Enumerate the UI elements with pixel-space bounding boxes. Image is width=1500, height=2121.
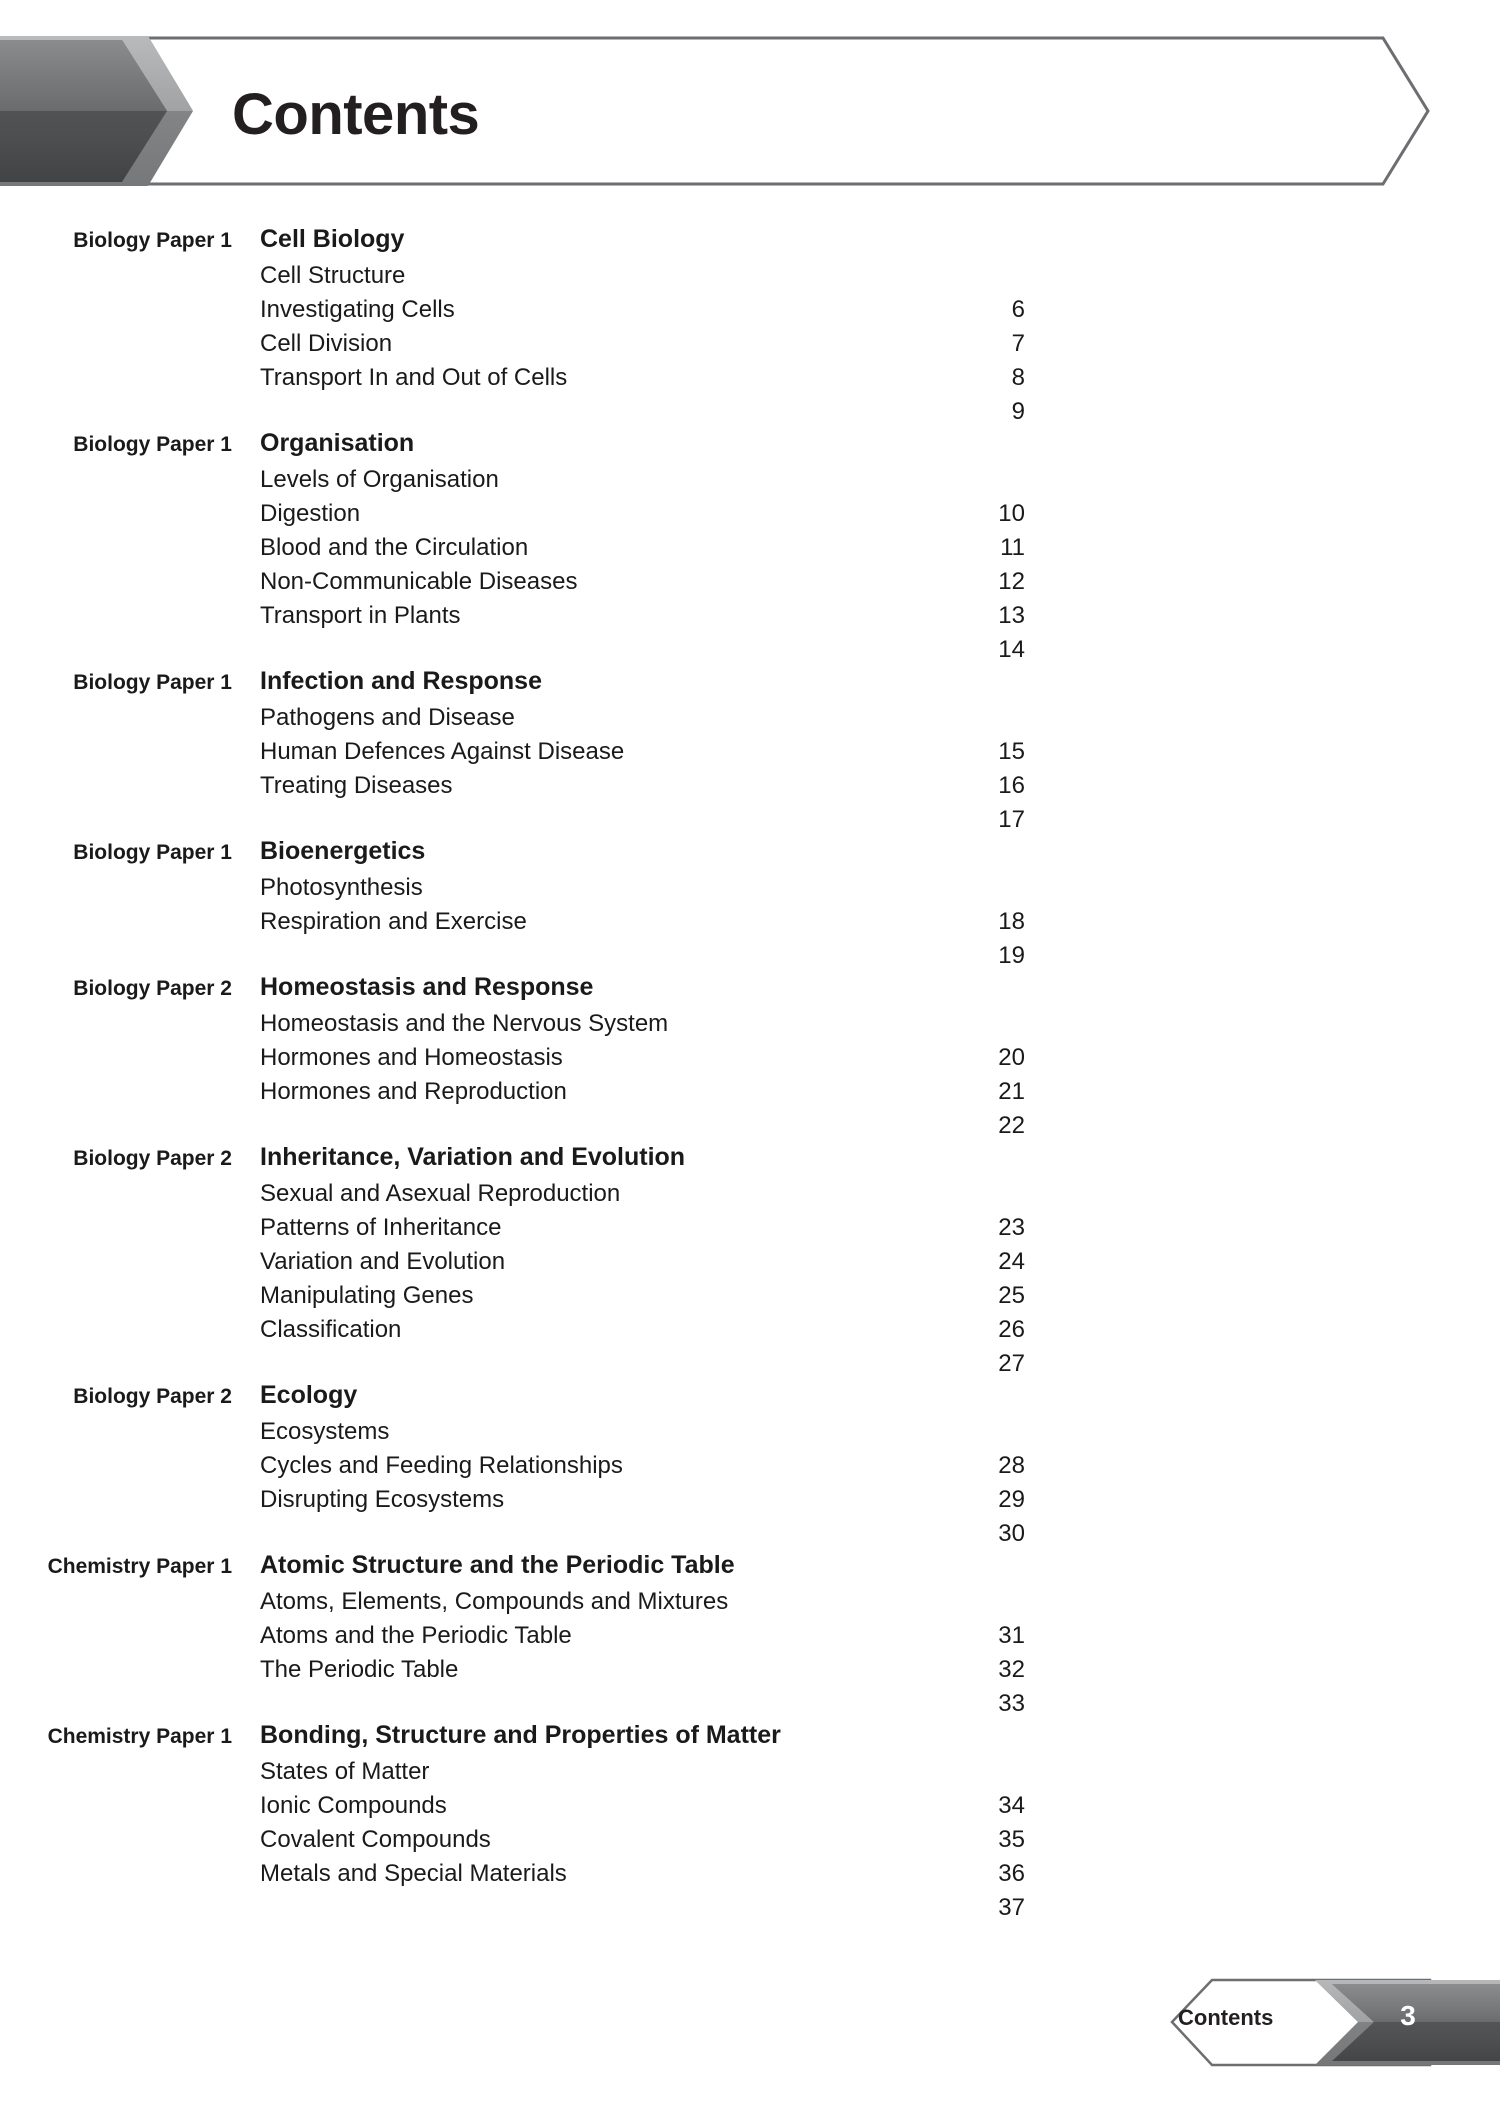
toc-entry-list bbox=[0, 1418, 1500, 1547]
toc-entry-row bbox=[0, 1214, 1500, 1248]
toc-section-header bbox=[0, 973, 1500, 1007]
toc-entry-row bbox=[0, 1248, 1500, 1282]
toc-entry-row bbox=[0, 908, 1500, 942]
toc-entry[interactable] bbox=[0, 364, 1500, 425]
toc-entry-title: Cycles and Feeding Relationships bbox=[260, 1452, 623, 1479]
toc-entry-title: Metals and Special Materials bbox=[260, 1860, 567, 1887]
toc-entry-row bbox=[0, 738, 1500, 772]
toc-entry-title: Atoms and the Periodic Table bbox=[260, 1622, 572, 1649]
paper-label: Biology Paper 1 bbox=[73, 433, 232, 456]
header-banner-graphic bbox=[0, 36, 1500, 186]
toc-section-header bbox=[0, 1381, 1500, 1415]
toc-entry-title: The Periodic Table bbox=[260, 1656, 459, 1683]
toc-entry-page-number: 24 bbox=[998, 1248, 1025, 1275]
section-title: Homeostasis and Response bbox=[260, 973, 594, 1001]
toc-entry-row bbox=[0, 1622, 1500, 1656]
toc-entry-page-number: 10 bbox=[998, 500, 1025, 527]
toc-section-header bbox=[0, 1143, 1500, 1177]
toc-entry-title: Pathogens and Disease bbox=[260, 704, 515, 731]
toc-entry-title: Treating Diseases bbox=[260, 772, 453, 799]
page-title: Contents bbox=[232, 82, 480, 147]
page-footer-tab bbox=[1130, 1955, 1500, 2090]
toc-entry-row bbox=[0, 1078, 1500, 1112]
toc-section-block bbox=[0, 225, 1500, 425]
toc-entry-row bbox=[0, 1418, 1500, 1452]
toc-entry-title: Levels of Organisation bbox=[260, 466, 499, 493]
toc-section-header bbox=[0, 667, 1500, 701]
section-title: Organisation bbox=[260, 429, 415, 457]
toc-section-block bbox=[0, 973, 1500, 1139]
toc-entry-page-number: 15 bbox=[998, 738, 1025, 765]
toc-entry-title: Ecosystems bbox=[260, 1418, 390, 1445]
toc-entry[interactable] bbox=[0, 1656, 1500, 1717]
toc-entry-title: Atoms, Elements, Compounds and Mixtures bbox=[260, 1588, 729, 1615]
toc-entry-page-number: 31 bbox=[998, 1622, 1025, 1649]
toc-section-header bbox=[0, 429, 1500, 463]
toc-entry-title: Disrupting Ecosystems bbox=[260, 1486, 505, 1513]
toc-entry-title: Patterns of Inheritance bbox=[260, 1214, 502, 1241]
paper-label: Biology Paper 1 bbox=[73, 671, 232, 694]
toc-entry[interactable] bbox=[0, 772, 1500, 833]
toc-entry-title: Transport in Plants bbox=[260, 602, 461, 629]
paper-label: Biology Paper 2 bbox=[73, 977, 232, 1000]
toc-entry-row bbox=[0, 364, 1500, 398]
toc-entry-title: Photosynthesis bbox=[260, 874, 423, 901]
toc-entry-row bbox=[0, 772, 1500, 806]
toc-entry-title: Variation and Evolution bbox=[260, 1248, 506, 1275]
paper-label: Biology Paper 2 bbox=[73, 1385, 232, 1408]
toc-entry-row bbox=[0, 466, 1500, 500]
section-title: Inheritance, Variation and Evolution bbox=[260, 1143, 686, 1171]
toc-section-header bbox=[0, 837, 1500, 871]
toc-entry-page-number: 17 bbox=[998, 806, 1025, 833]
toc-entry-page-number: 21 bbox=[998, 1078, 1025, 1105]
toc-entry-title: Respiration and Exercise bbox=[260, 908, 527, 935]
toc-entry-row bbox=[0, 1656, 1500, 1690]
toc-entry-row bbox=[0, 500, 1500, 534]
toc-entry-title: Classification bbox=[260, 1316, 402, 1343]
toc-entry-title: Covalent Compounds bbox=[260, 1826, 491, 1853]
toc-entry-page-number: 27 bbox=[998, 1350, 1025, 1377]
toc-section-block bbox=[0, 837, 1500, 969]
toc-entry[interactable] bbox=[0, 908, 1500, 969]
section-title: Ecology bbox=[260, 1381, 358, 1409]
toc-entry-title: Homeostasis and the Nervous System bbox=[260, 1010, 669, 1037]
toc-entry-list bbox=[0, 466, 1500, 663]
toc-entry-row bbox=[0, 1486, 1500, 1520]
toc-entry[interactable] bbox=[0, 1316, 1500, 1377]
toc-entry-row bbox=[0, 1282, 1500, 1316]
paper-label: Chemistry Paper 1 bbox=[47, 1725, 232, 1748]
toc-entry-list bbox=[0, 1180, 1500, 1377]
toc-entry-title: Transport In and Out of Cells bbox=[260, 364, 568, 391]
toc-entry-page-number: 13 bbox=[998, 602, 1025, 629]
toc-entry-title: States of Matter bbox=[260, 1758, 430, 1785]
toc-entry-page-number: 12 bbox=[998, 568, 1025, 595]
toc-entry-page-number: 9 bbox=[1011, 398, 1025, 425]
toc-entry-page-number: 14 bbox=[998, 636, 1025, 663]
toc-entry-row bbox=[0, 1044, 1500, 1078]
toc-entry-title: Sexual and Asexual Reproduction bbox=[260, 1180, 621, 1207]
toc-entry-page-number: 7 bbox=[1011, 330, 1025, 357]
section-title: Infection and Response bbox=[260, 667, 542, 695]
toc-entry-row bbox=[0, 296, 1500, 330]
toc-entry-row bbox=[0, 1758, 1500, 1792]
toc-entry-list bbox=[0, 1588, 1500, 1717]
toc-entry-list bbox=[0, 704, 1500, 833]
toc-entry[interactable] bbox=[0, 1486, 1500, 1547]
toc-entry-title: Non-Communicable Diseases bbox=[260, 568, 578, 595]
footer-section-label: Contents bbox=[1178, 2005, 1274, 2030]
toc-entry-row bbox=[0, 1588, 1500, 1622]
toc-entry-row bbox=[0, 1452, 1500, 1486]
toc-section-header bbox=[0, 225, 1500, 259]
section-title: Bonding, Structure and Properties of Matter bbox=[260, 1721, 781, 1749]
toc-entry-row bbox=[0, 1792, 1500, 1826]
toc-entry-list bbox=[0, 262, 1500, 425]
toc-entry-row bbox=[0, 1180, 1500, 1214]
toc-entry-page-number: 25 bbox=[998, 1282, 1025, 1309]
toc-entry-row bbox=[0, 330, 1500, 364]
toc-section-header bbox=[0, 1551, 1500, 1585]
toc-entry-page-number: 8 bbox=[1011, 364, 1025, 391]
toc-entry-page-number: 37 bbox=[998, 1894, 1025, 1921]
toc-entry-page-number: 34 bbox=[998, 1792, 1025, 1819]
paper-label: Biology Paper 2 bbox=[73, 1147, 232, 1170]
toc-entry-page-number: 18 bbox=[998, 908, 1025, 935]
toc-entry-row bbox=[0, 1860, 1500, 1894]
toc-entry-title: Digestion bbox=[260, 500, 361, 527]
toc-entry-title: Cell Division bbox=[260, 330, 393, 357]
toc-entry-page-number: 33 bbox=[998, 1690, 1025, 1717]
toc-entry-title: Human Defences Against Disease bbox=[260, 738, 625, 765]
toc-section-block bbox=[0, 1381, 1500, 1547]
toc-section-block bbox=[0, 1551, 1500, 1717]
paper-label: Biology Paper 1 bbox=[73, 229, 232, 252]
toc-entry-row bbox=[0, 704, 1500, 738]
toc-section-block bbox=[0, 667, 1500, 833]
toc-entry-title: Hormones and Homeostasis bbox=[260, 1044, 563, 1071]
toc-entry-title: Blood and the Circulation bbox=[260, 534, 529, 561]
toc-entry-page-number: 11 bbox=[1000, 534, 1025, 561]
toc-section-header bbox=[0, 1721, 1500, 1755]
toc-entry[interactable] bbox=[0, 1622, 1500, 1683]
toc-entry[interactable] bbox=[0, 602, 1500, 663]
toc-entry-title: Ionic Compounds bbox=[260, 1792, 447, 1819]
toc-entry-title: Hormones and Reproduction bbox=[260, 1078, 567, 1105]
toc-entry-page-number: 19 bbox=[998, 942, 1025, 969]
toc-entry-page-number: 28 bbox=[998, 1452, 1025, 1479]
toc-entry-page-number: 36 bbox=[998, 1860, 1025, 1887]
footer-page-number: 3 bbox=[1400, 2000, 1416, 2031]
toc-entry-row bbox=[0, 534, 1500, 568]
toc-entry-row bbox=[0, 1010, 1500, 1044]
toc-entry-page-number: 29 bbox=[998, 1486, 1025, 1513]
toc-entry-list bbox=[0, 874, 1500, 969]
toc-entry-page-number: 6 bbox=[1011, 296, 1025, 323]
toc-section-block bbox=[0, 429, 1500, 663]
toc-entry-row bbox=[0, 262, 1500, 296]
toc-entry-page-number: 22 bbox=[998, 1112, 1025, 1139]
toc-entry-row bbox=[0, 1826, 1500, 1860]
toc-entry-title: Investigating Cells bbox=[260, 296, 455, 323]
toc-entry-title: Cell Structure bbox=[260, 262, 406, 289]
page-header-banner bbox=[0, 36, 1500, 186]
toc-entry-row bbox=[0, 602, 1500, 636]
toc-entry[interactable] bbox=[0, 1078, 1500, 1139]
toc-entry-row bbox=[0, 874, 1500, 908]
toc-entry-page-number: 20 bbox=[998, 1044, 1025, 1071]
toc-entry-list bbox=[0, 1758, 1500, 1921]
toc-section-block bbox=[0, 1143, 1500, 1377]
toc-entry-page-number: 26 bbox=[998, 1316, 1025, 1343]
toc-entry[interactable] bbox=[0, 1860, 1500, 1921]
toc-entry-list bbox=[0, 1010, 1500, 1139]
toc-entry-title: Manipulating Genes bbox=[260, 1282, 474, 1309]
section-title: Bioenergetics bbox=[260, 837, 426, 865]
toc-section-block bbox=[0, 1721, 1500, 1921]
toc-entry-page-number: 16 bbox=[998, 772, 1025, 799]
section-title: Atomic Structure and the Periodic Table bbox=[260, 1551, 735, 1579]
toc-entry-page-number: 35 bbox=[998, 1826, 1025, 1853]
paper-label: Biology Paper 1 bbox=[73, 841, 232, 864]
section-title: Cell Biology bbox=[260, 225, 405, 253]
toc-entry-row bbox=[0, 1316, 1500, 1350]
toc-entry-row bbox=[0, 568, 1500, 602]
toc-entry-page-number: 32 bbox=[998, 1656, 1025, 1683]
table-of-contents bbox=[0, 225, 1500, 1925]
paper-label: Chemistry Paper 1 bbox=[47, 1555, 232, 1578]
toc-entry-page-number: 30 bbox=[998, 1520, 1025, 1547]
toc-entry-page-number: 23 bbox=[998, 1214, 1025, 1241]
